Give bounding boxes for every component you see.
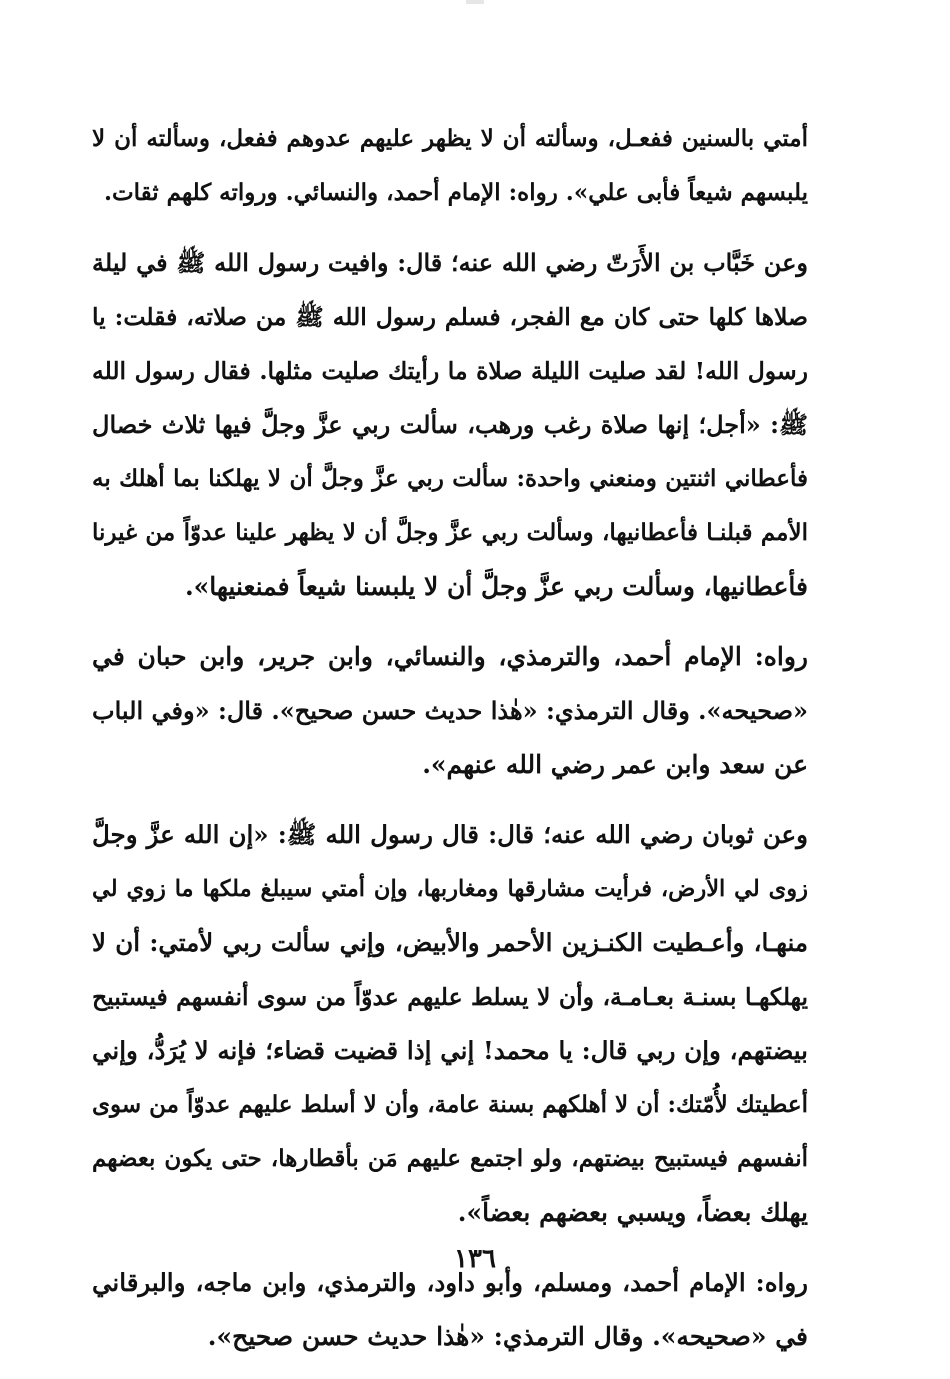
text-line: الأمم قبلنـا فأعطانيها، وسألت ربي عزَّ وجلَّ أن لا يظهر علينا عدوّاً من غيرنا [92,519,808,546]
text-line: رواه: الإمام أحمد، ومسلم، وأبو داود، والترمذي، وابن ماجه، والبرقاني [92,1268,808,1297]
text-line: عن سعد وابن عمر رضي الله عنهم». [422,750,808,779]
page-number: ١٣٦ [454,1244,496,1274]
paragraph-1 [92,112,808,220]
text-line: ﷺ: «أجل؛ إنها صلاة رغب ورهب، سألت ربي عزَّ وجلَّ فيها ثلاث خصال [92,410,808,439]
text-line: بيضتهم، وإن ربي قال: يا محمد! إني إذا قضيت قضاء؛ فإنه لا يُرَدُّ، وإني [92,1036,808,1065]
text-line: صلاها كلها حتى كان مع الفجر، فسلم رسول الله ﷺ من صلاته، فقلت: يا [92,303,808,331]
text-line: وعن خَبَّاب بن الأَرَتّ رضي الله عنه؛ قال: وافيت رسول الله ﷺ في ليلة [92,248,808,277]
text-line: يهلك بعضاً، ويسبي بعضهم بعضاً». [457,1198,808,1227]
text-line: فأعطانيها، وسألت ربي عزَّ وجلَّ أن لا يلبسنا شيعاً فمنعنيها». [184,572,808,601]
text-line: أمتي بالسنين ففعـل، وسألته أن لا يظهر عليهم عدوهم ففعل، وسألته أن لا [92,125,808,152]
text-line: رسول الله! لقد صليت الليلة صلاة ما رأيتك صليت مثلها. فقال رسول الله [92,357,808,385]
text-line: يلبسهم شيعاً فأبى علي». رواه: الإمام أحمد، والنسائي. ورواته كلهم ثقات. [103,179,808,206]
paragraph-2 [92,236,808,614]
text-line: أعطيتك لأُمّتك: أن لا أهلكهم بسنة عامة، وأن لا أسلط عليهم عدوّاً من سوى [92,1091,808,1118]
text-line: يهلكهـا بسنـة بعـامـة، وأن لا يسلط عليهم عدوّاً من سوى أنفسهم فيستبيح [92,983,808,1011]
text-line: «صحيحه». وقال الترمذي: «هٰذا حديث حسن صحيح». قال: «وفي الباب [92,696,808,725]
text-line: في «صحيحه». وقال الترمذي: «هٰذا حديث حسن صحيح». [207,1322,808,1351]
text-line: منهـا، وأعـطيت الكنـزين الأحمر والأبيض، وإني سألت ربي لأمتي: أن لا [92,928,808,957]
scan-mark [466,0,484,4]
text-line: أنفسهم فيستبيح بيضتهم، ولو اجتمع عليهم مَن بأقطارها، حتى يكون بعضهم [92,1145,808,1172]
text-line: وعن ثوبان رضي الله عنه؛ قال: قال رسول الله ﷺ: «إن الله عزَّ وجلَّ [92,820,808,849]
text-line: رواه: الإمام أحمد، والترمذي، والنسائي، وابن جرير، وابن حبان في [92,642,808,671]
page-text [92,112,808,1364]
paragraph-4 [92,808,808,1240]
text-line: زوى لي الأرض، فرأيت مشارقها ومغاربها، وإن أمتي سيبلغ ملكها ما زوي لي [92,876,808,902]
paragraph-3 [92,630,808,792]
text-line: فأعطاني اثنتين ومنعني واحدة: سألت ربي عزَّ وجلَّ أن لا يهلكنا بما أهلك به [92,465,808,492]
